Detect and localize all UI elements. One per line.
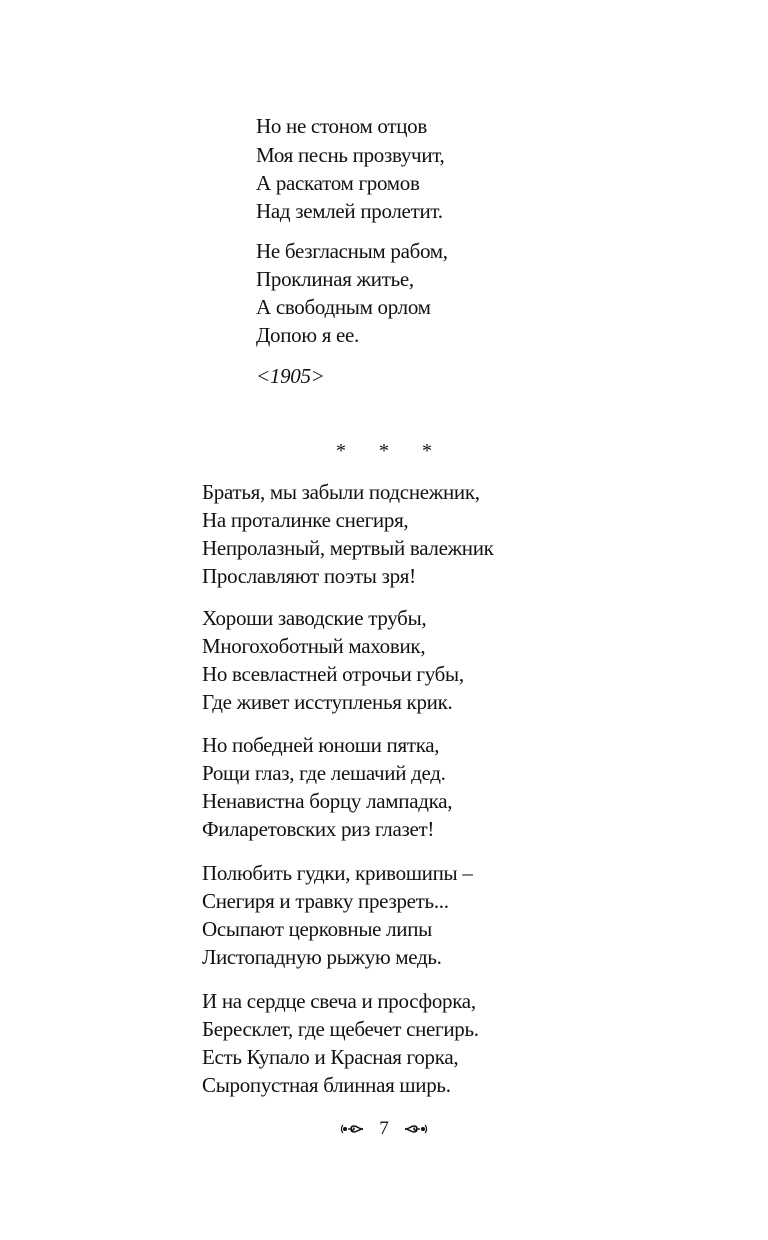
poem-line: А свободным орлом	[256, 295, 431, 319]
poem-line: Осыпают церковные липы	[202, 917, 432, 941]
poem-line: И на сердце свеча и просфорка,	[202, 989, 476, 1013]
poem-line: Но не стоном отцов	[256, 114, 427, 138]
poem-line: Многохоботный маховик,	[202, 634, 426, 658]
poem-line: Но всевластней отрочьи губы,	[202, 662, 464, 686]
poem-line: Бересклет, где щебечет снегирь.	[202, 1017, 479, 1041]
poem-line: А раскатом громов	[256, 171, 420, 195]
poem-line: Где живет исступленья крик.	[202, 690, 453, 714]
poem-line: Не безгласным рабом,	[256, 239, 448, 263]
poem-line: Над землей пролетит.	[256, 199, 443, 223]
poem-line: Допою я ее.	[256, 323, 360, 347]
poem-line: Сыропустная блинная ширь.	[202, 1073, 451, 1097]
poem-line: Непролазный, мертвый валежник	[202, 536, 494, 560]
poem-line: Листопадную рыжую медь.	[202, 945, 442, 969]
poem-line: Проклиная житье,	[256, 267, 414, 291]
ornament-left-icon	[339, 1120, 365, 1138]
poem-line: Моя песнь прозвучит,	[256, 143, 445, 167]
poem-line: Филаретовских риз глазет!	[202, 817, 435, 841]
poem-line: Хороши заводские трубы,	[202, 606, 427, 630]
poem-line: Прославляют поэты зря!	[202, 564, 416, 588]
page-footer	[0, 1118, 768, 1140]
poem-line: Но победней юноши пятка,	[202, 733, 440, 757]
poem-line: Полюбить гудки, кривошипы –	[202, 861, 473, 885]
poem-line: Братья, мы забыли подснежник,	[202, 480, 480, 504]
page-number: 7	[379, 1118, 389, 1139]
poem-line: Ненавистна борцу лампадка,	[202, 789, 453, 813]
poem-line: Снегиря и травку презреть...	[202, 889, 449, 913]
poem-line: Есть Купало и Красная горка,	[202, 1045, 459, 1069]
ornament-right-icon	[403, 1120, 429, 1138]
poem-line: Рощи глаз, где лешачий дед.	[202, 761, 446, 785]
poem-line: На проталинке снегиря,	[202, 508, 409, 532]
poem-date: <1905>	[256, 364, 325, 388]
section-divider: * * *	[336, 440, 446, 462]
